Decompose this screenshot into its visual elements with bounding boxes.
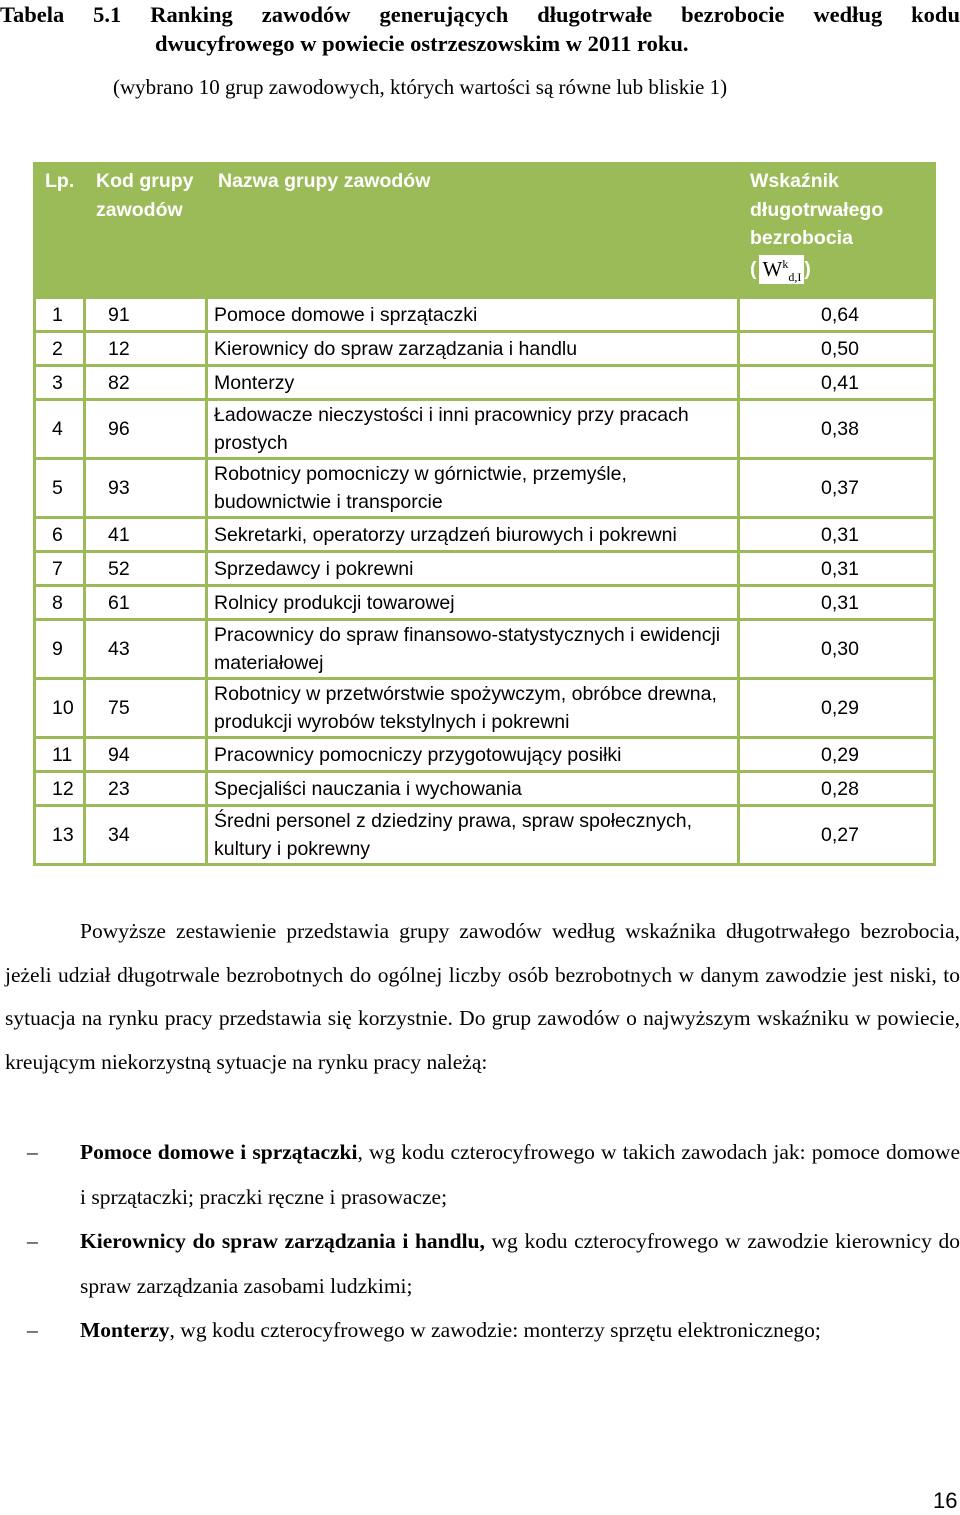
table-row <box>35 332 935 366</box>
row-lp: 4 <box>35 400 85 459</box>
caption-word: według <box>813 2 883 27</box>
row-lp: 1 <box>35 298 85 332</box>
table-row <box>35 738 935 772</box>
row-lp: 8 <box>35 586 85 620</box>
table-subtitle: (wybrano 10 grup zawodowych, których wartości są równe lub bliskie 1) <box>113 75 728 99</box>
caption-word: długotrwałe <box>537 2 653 27</box>
row-name: Robotnicy pomocniczy w górnictwie, przemyśle, budownictwie i transporcie <box>207 459 739 518</box>
bullet-item <box>0 1308 960 1353</box>
dash-bullet-icon: – <box>27 1318 38 1342</box>
row-value: 0,31 <box>739 518 935 552</box>
row-code: 12 <box>85 332 207 366</box>
bullet-text: , wg kodu czterocyfrowego w zawodzie: monterzy sprzętu elektronicznego; <box>169 1318 821 1342</box>
table-row <box>35 459 935 518</box>
row-name: Rolnicy produkcji towarowej <box>207 586 739 620</box>
header-name: Nazwa grupy zawodów <box>207 164 739 298</box>
row-code: 91 <box>85 298 207 332</box>
table-row <box>35 552 935 586</box>
row-code: 52 <box>85 552 207 586</box>
row-name: Ładowacze nieczystości i inni pracownicy przy pracach prostych <box>207 400 739 459</box>
row-name: Pracownicy pomocniczy przygotowujący posiłki <box>207 738 739 772</box>
row-value: 0,41 <box>739 366 935 400</box>
formula-sub: d,I <box>788 269 802 284</box>
bullet-bold-text: Monterzy <box>80 1318 170 1342</box>
caption-line-2: dwucyfrowego w powiecie ostrzeszowskim w 2011 roku. <box>155 31 689 56</box>
row-lp: 5 <box>35 459 85 518</box>
row-code: 41 <box>85 518 207 552</box>
table-header-row <box>35 164 935 298</box>
table-body <box>35 298 935 865</box>
bullet-item <box>0 1219 960 1308</box>
row-value: 0,29 <box>739 679 935 738</box>
row-code: 75 <box>85 679 207 738</box>
caption-word: zawodów <box>261 2 351 27</box>
table-caption <box>0 0 960 58</box>
table-row <box>35 366 935 400</box>
row-lp: 11 <box>35 738 85 772</box>
table-row <box>35 298 935 332</box>
table-row <box>35 400 935 459</box>
row-code: 94 <box>85 738 207 772</box>
dash-bullet-icon: – <box>27 1229 38 1253</box>
formula-box <box>759 255 805 284</box>
row-lp: 12 <box>35 772 85 806</box>
bullet-item <box>0 1130 960 1219</box>
row-value: 0,30 <box>739 620 935 679</box>
row-name: Specjaliści nauczania i wychowania <box>207 772 739 806</box>
caption-word: generujących <box>379 2 509 27</box>
row-name: Robotnicy w przetwórstwie spożywczym, obróbce drewna, produkcji wyrobów tekstylnych i pokrewni <box>207 679 739 738</box>
row-code: 96 <box>85 400 207 459</box>
bullet-text: , wg kodu czterocyfrowego w takich zawodach jak: pomoce domowe i sprzątaczki; praczki ręczne i prasowacze; <box>80 1140 960 1209</box>
row-code: 34 <box>85 806 207 865</box>
row-name: Sprzedawcy i pokrewni <box>207 552 739 586</box>
row-name: Pomoce domowe i sprzątaczki <box>207 298 739 332</box>
bullet-list <box>0 1130 960 1353</box>
caption-word: kodu <box>911 2 960 27</box>
row-value: 0,37 <box>739 459 935 518</box>
row-code: 82 <box>85 366 207 400</box>
dash-bullet-icon: – <box>27 1140 38 1164</box>
bullet-bold-text: Pomoce domowe i sprzątaczki <box>80 1140 358 1164</box>
caption-line-1 <box>0 0 960 29</box>
bullet-text: wg kodu czterocyfrowego w zawodzie kierownicy do spraw zarządzania zasobami ludzkimi; <box>80 1229 960 1298</box>
caption-word: Ranking <box>150 2 233 27</box>
indicator-formula: ( $W^k_{d,I}$ ) <box>750 256 811 284</box>
row-value: 0,64 <box>739 298 935 332</box>
table-row <box>35 772 935 806</box>
row-code: 61 <box>85 586 207 620</box>
caption-word: 5.1 <box>93 2 122 27</box>
page-number: 16 <box>933 1488 958 1513</box>
row-value: 0,28 <box>739 772 935 806</box>
row-lp: 3 <box>35 366 85 400</box>
table-row <box>35 518 935 552</box>
formula-base: W <box>762 256 783 281</box>
header-indicator-label: Wskaźnik długotrwałego bezrobocia <box>750 170 884 249</box>
caption-word: bezrobocie <box>681 2 785 27</box>
row-name: Sekretarki, operatorzy urządzeń biurowych i pokrewni <box>207 518 739 552</box>
formula-sup: k <box>782 256 789 271</box>
caption-word: Tabela <box>0 2 65 27</box>
row-lp: 6 <box>35 518 85 552</box>
table-row <box>35 806 935 865</box>
table-row <box>35 586 935 620</box>
table-row <box>35 620 935 679</box>
row-code: 23 <box>85 772 207 806</box>
bullet-bold-text: Kierownicy do spraw zarządzania i handlu, <box>80 1229 485 1253</box>
row-name: Średni personel z dziedziny prawa, spraw społecznych, kultury i pokrewny <box>207 806 739 865</box>
row-lp: 7 <box>35 552 85 586</box>
row-value: 0,50 <box>739 332 935 366</box>
row-lp: 10 <box>35 679 85 738</box>
header-lp: Lp. <box>35 164 85 298</box>
header-code: Kod grupy zawodów <box>85 164 207 298</box>
row-value: 0,27 <box>739 806 935 865</box>
header-indicator <box>739 164 935 298</box>
row-lp: 9 <box>35 620 85 679</box>
row-value: 0,29 <box>739 738 935 772</box>
table-row <box>35 679 935 738</box>
row-name: Monterzy <box>207 366 739 400</box>
row-value: 0,31 <box>739 552 935 586</box>
row-value: 0,31 <box>739 586 935 620</box>
row-name: Kierownicy do spraw zarządzania i handlu <box>207 332 739 366</box>
ranking-table <box>33 162 936 866</box>
row-lp: 13 <box>35 806 85 865</box>
row-code: 93 <box>85 459 207 518</box>
body-paragraph: Powyższe zestawienie przedstawia grupy zawodów według wskaźnika długotrwałego bezrobocia, jeżeli udział długotrwale bezrobotnych do ogólnej liczby osób bezrobotnych w danym zawodzie jest niski, to sytuacja na rynku pracy przedstawia się korzystnie. Do grup zawodów o najwyższym wskaźniku w powiecie, kreującym niekorzystną sytuacje na rynku pracy należą: <box>5 919 960 1075</box>
row-lp: 2 <box>35 332 85 366</box>
row-name: Pracownicy do spraw finansowo-statystycznych i ewidencji materiałowej <box>207 620 739 679</box>
row-value: 0,38 <box>739 400 935 459</box>
row-code: 43 <box>85 620 207 679</box>
